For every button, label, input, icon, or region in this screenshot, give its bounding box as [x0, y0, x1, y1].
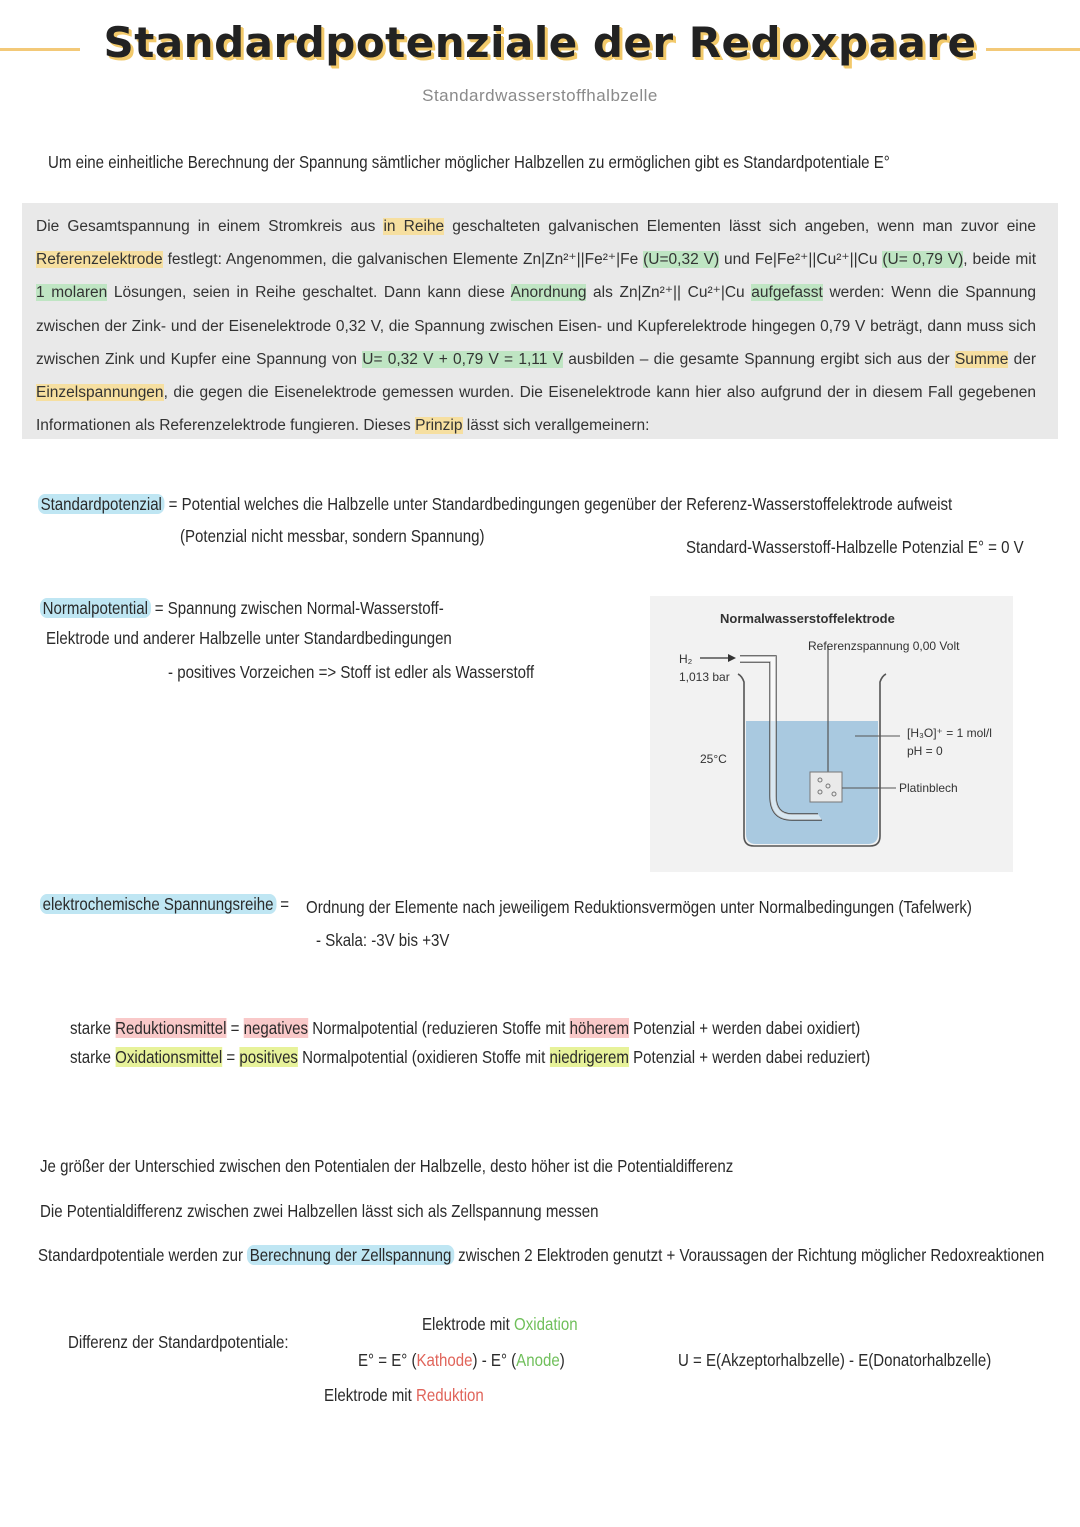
- figure-h2-label: H₂: [679, 652, 693, 666]
- highlight: Einzelspannungen: [36, 384, 164, 402]
- formula-reduction-note: Elektrode mit Reduktion: [324, 1385, 484, 1405]
- hydrogen-electrode-figure: [650, 596, 1013, 872]
- standardpotenzial-note: (Potenzial nicht messbar, sondern Spannung): [180, 526, 485, 546]
- formula-oxidation-note: Elektrode mit Oxidation: [422, 1314, 578, 1334]
- figure-temperature-label: 25°C: [700, 752, 727, 766]
- highlight: Berechnung der Zellspannung: [247, 1245, 454, 1265]
- figure-pressure-label: 1,013 bar: [679, 670, 730, 684]
- figure-plate-label: Platinblech: [899, 781, 958, 795]
- highlight: (U= 0,79 V): [882, 251, 964, 269]
- formula-voltage: U = E(Akzeptorhalbzelle) - E(Donatorhalbzelle): [678, 1350, 992, 1370]
- term-normalpotential: Normalpotential: [40, 598, 151, 618]
- page-subtitle: Standardwasserstoffhalbzelle: [422, 86, 658, 105]
- highlight: aufgefasst: [751, 284, 823, 302]
- figure-reference-voltage: Referenzspannung 0,00 Volt: [808, 639, 960, 653]
- highlight: (U=0,32 V): [643, 251, 720, 269]
- intro-text: Um eine einheitliche Berechnung der Spannung sämtlicher möglicher Halbzellen zu ermöglichen gibt es Standardpotentiale E°: [48, 152, 890, 172]
- highlight: Summe: [954, 350, 1009, 368]
- she-potential: Standard-Wasserstoff-Halbzelle Potenzial E° = 0 V: [686, 537, 1024, 557]
- highlight: negatives: [243, 1018, 309, 1038]
- figure-ph-label: pH = 0: [907, 744, 943, 758]
- highlight: 1 molaren: [36, 284, 108, 302]
- normalpotential-definition-cont: Elektrode und anderer Halbzelle unter Standardbedingungen: [46, 628, 452, 648]
- highlight: in Reihe: [383, 218, 445, 235]
- term-standardpotenzial: Standardpotenzial: [38, 494, 164, 514]
- statement-usage: Standardpotentiale werden zur Berechnung der Zellspannung zwischen 2 Elektroden genutzt + Voraussagen der Richtung möglicher Redoxreaktionen: [38, 1245, 1045, 1265]
- highlight: höherem: [569, 1018, 629, 1038]
- normalpotential-note: - positives Vorzeichen => Stoff ist edler als Wasserstoff: [168, 662, 535, 682]
- textbook-excerpt-text: Die Gesamtspannung in einem Stromkreis aus in Reihe geschalteten galvanischen Elementen lässt sich angeben, wenn man zuvor eine Referenzelektrode festlegt: Angenommen, die galvanischen Elemente Zn|Zn²⁺||Fe²⁺|Fe (U=0,32 V) und Fe|Fe²⁺||Cu²⁺||Cu (U= 0,79 V), beide mit 1 molaren Lösungen, seien in Reihe geschaltet. Dann kann diese Anordnung als Zn|Zn²⁺|| Cu²⁺|Cu aufgefasst werden: Wenn die Spannung zwischen der Zink- und der Eisenelektrode 0,32 V, die Spannung zwischen Eisen- und Kupferelektrode hingegen 0,79 V beträgt, dann muss sich zwischen Zink und Kupfer eine Spannung von U= 0,32 V + 0,79 V = 1,11 V ausbilden – die gesamte Spannung ergibt sich aus der Summe der Einzelspannungen, die gegen die Eisenelektrode gemessen wurden. Die Eisenelektrode kann hier also aufgrund der in diesem Fall gegebenen Informationen als Referenzelektrode fungieren. Dieses Prinzip lässt sich verallgemeinern:: [36, 218, 1037, 435]
- formula-label: Differenz der Standardpotentiale:: [68, 1332, 289, 1352]
- highlight: Prinzip: [415, 417, 463, 435]
- highlight: U= 0,32 V + 0,79 V = 1,11 V: [362, 350, 563, 368]
- highlight: Oxidationsmittel: [115, 1047, 223, 1067]
- highlight: Reduktionsmittel: [115, 1018, 227, 1038]
- term-spannungsreihe: elektrochemische Spannungsreihe: [40, 894, 276, 914]
- normalpotential-definition: Normalpotential = Spannung zwischen Normal-Wasserstoff-: [40, 598, 444, 619]
- figure-title: Normalwasserstoffelektrode: [720, 611, 895, 626]
- statement-potential-difference: Je größer der Unterschied zwischen den Potentialen der Halbzelle, desto höher ist die Potentialdifferenz: [40, 1156, 734, 1176]
- oxidationsmittel-line: starke Oxidationsmittel = positives Normalpotential (oxidieren Stoffe mit niedrigerem Potenzial + werden dabei reduziert): [70, 1047, 871, 1067]
- highlight: Anordnung: [510, 284, 587, 302]
- spannungsreihe-term: elektrochemische Spannungsreihe =: [40, 894, 289, 915]
- formula-equation: E° = E° (Kathode) - E° (Anode): [358, 1350, 565, 1370]
- spannungsreihe-scale: - Skala: -3V bis +3V: [316, 930, 450, 950]
- highlight: positives: [239, 1047, 298, 1067]
- spannungsreihe-definition: Ordnung der Elemente nach jeweiligem Reduktionsvermögen unter Normalbedingungen (Tafelwerk): [306, 897, 972, 917]
- highlight: niedrigerem: [549, 1047, 629, 1067]
- statement-cell-voltage: Die Potentialdifferenz zwischen zwei Halbzellen lässt sich als Zellspannung messen: [40, 1201, 599, 1221]
- page-title: Standardpotenziale der Redoxpaare: [103, 18, 977, 67]
- reduktionsmittel-line: starke Reduktionsmittel = negatives Normalpotential (reduzieren Stoffe mit höherem Potenzial + werden dabei oxidiert): [70, 1018, 861, 1038]
- figure-concentration-label: [H₃O]⁺ = 1 mol/l: [907, 726, 992, 740]
- highlight: Referenzelektrode: [36, 251, 163, 269]
- standardpotenzial-definition: Standardpotenzial = Potential welches die Halbzelle unter Standardbedingungen gegenüber der Referenz-Wasserstoffelektrode aufweist: [38, 494, 952, 515]
